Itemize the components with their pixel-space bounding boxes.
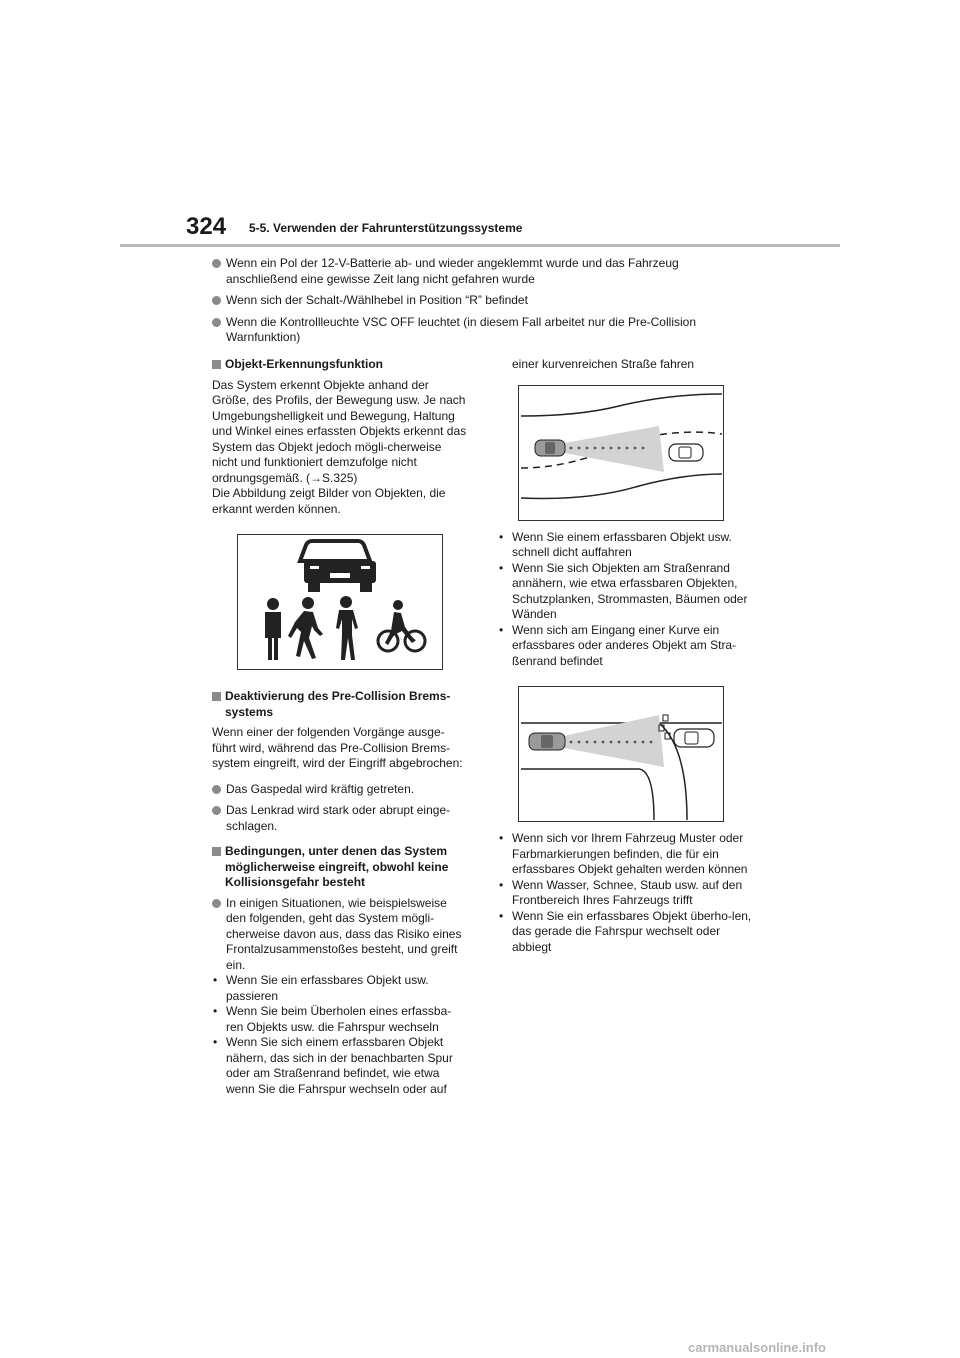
continuation-text: einer kurvenreichen Straße fahren — [512, 357, 695, 371]
dash-item: • Wenn Sie sich Objekten am Straßenrand annähern, wie etwa erfassbaren Objekten, Schutzplanken, Strommasten, Bäumen oder Wänden — [499, 560, 748, 621]
standing-pedestrian-icon — [265, 598, 281, 660]
bullet-item: Wenn die Kontrollleuchte VSC OFF leuchtet (in diesem Fall arbeitet nur die Pre-Collision Warnfunktion) — [212, 315, 752, 346]
object-detection-paragraph: Das System erkennt Objekte anhand der Größe, des Profils, der Bewegung usw. Je nach Umgebungshelligkeit und Bewegung, Haltung und Winkel eines erfassten Objekts erkennt das System das Objekt jedoch mögli-cherweise nicht und funktioniert demzufolge nicht ordnungsgemäß. (→S.325) — [212, 377, 467, 485]
target-car-icon — [669, 444, 703, 461]
section-square-icon — [212, 692, 221, 701]
bullet-dot-icon — [212, 806, 221, 815]
bullet-item: Wenn ein Pol der 12-V-Batterie ab- und wieder angeklemmt wurde und das Fahrzeug anschließend eine gewisse Zeit lang nicht gefahren wurde — [212, 256, 752, 287]
header-rule — [120, 244, 840, 247]
page-number: 324 — [186, 213, 227, 240]
watermark: carmanualsonline.info — [688, 1340, 826, 1355]
section-square-icon — [212, 360, 221, 369]
bullet-item: Das Gaspedal wird kräftig getreten. — [212, 782, 468, 798]
object-detection-heading: Objekt-Erkennungsfunktion — [212, 357, 468, 373]
own-car-icon — [535, 440, 565, 456]
dash-item: • Wenn Sie ein erfassbares Objekt usw. passieren — [213, 973, 429, 1003]
bullet-dot-icon — [212, 259, 221, 268]
figure-caption-paragraph: Die Abbildung zeigt Bilder von Objekten, die erkannt werden können. — [212, 486, 446, 516]
dash-item: • Wenn sich am Eingang einer Kurve ein erfassbares oder anderes Objekt am Stra-ßenrand befindet — [499, 622, 737, 668]
road-edge-bottom — [521, 474, 722, 499]
left-column — [212, 357, 468, 1097]
pedestrian-with-phone-icon — [336, 596, 358, 660]
section-square-icon — [212, 847, 221, 856]
target-car-icon — [674, 729, 714, 747]
dash-item: • Wenn Sie sich einem erfassbaren Objekt nähern, das sich in der benachbarten Spur oder am Straßenrand befindet, wie etwa wenn Sie die Fahrspur wechseln oder auf — [213, 1035, 453, 1096]
dash-item: • Wenn sich vor Ihrem Fahrzeug Muster oder Farbmarkierungen befinden, die für ein erfassbares Objekt gehalten werden können — [499, 831, 748, 876]
bullet-dot-icon — [212, 296, 221, 305]
cyclist-icon — [378, 600, 425, 651]
dash-item: • Wenn Wasser, Schnee, Staub usw. auf den Frontbereich Ihres Fahrzeugs trifft — [499, 877, 743, 907]
dash-item: • Wenn Sie ein erfassbares Objekt überho-len, das gerade die Fahrspur wechselt oder abbiegt — [499, 908, 752, 954]
conditions-heading: Bedingungen, unter denen das System möglicherweise eingreift, obwohl keine Kollisionsgefahr besteht — [212, 844, 468, 891]
road-edge-top — [521, 394, 722, 416]
bullet-item: Wenn sich der Schalt-/Wählhebel in Position “R” befindet — [212, 293, 752, 309]
bullet-dot-icon — [212, 785, 221, 794]
dash-item: • Wenn Sie einem erfassbaren Objekt usw. schnell dicht auffahren — [499, 529, 732, 559]
bullet-item: In einigen Situationen, wie beispielsweise den folgenden, geht das System mögli-cherweise davon aus, dass das Risiko eines Frontalzusammenstoßes besteht, und greift ein. — [212, 896, 468, 974]
bullet-dot-icon — [212, 899, 221, 908]
bullet-dot-icon — [212, 318, 221, 327]
walking-pedestrian-icon — [288, 597, 323, 659]
car-front-icon — [300, 541, 376, 592]
section-title: 5-5. Verwenden der Fahrunterstützungssysteme — [249, 221, 523, 235]
detectable-objects-figure — [237, 534, 443, 670]
own-car-icon — [529, 733, 565, 750]
road-edge-inner — [521, 769, 654, 820]
deactivation-heading: Deaktivierung des Pre-Collision Brems-systems — [212, 689, 468, 720]
curvy-road-figure — [518, 385, 724, 521]
turning-road-figure — [518, 686, 724, 822]
deactivation-paragraph: Wenn einer der folgenden Vorgänge ausge-führt wird, während das Pre-Collision Brems-system eingreift, wird der Eingriff abgebrochen: — [212, 725, 463, 770]
dash-item: • Wenn Sie beim Überholen eines erfassba-ren Objekts usw. die Fahrspur wechseln — [213, 1004, 452, 1034]
top-bullet-list — [212, 256, 752, 352]
bullet-item: Das Lenkrad wird stark oder abrupt einge-schlagen. — [212, 803, 468, 834]
